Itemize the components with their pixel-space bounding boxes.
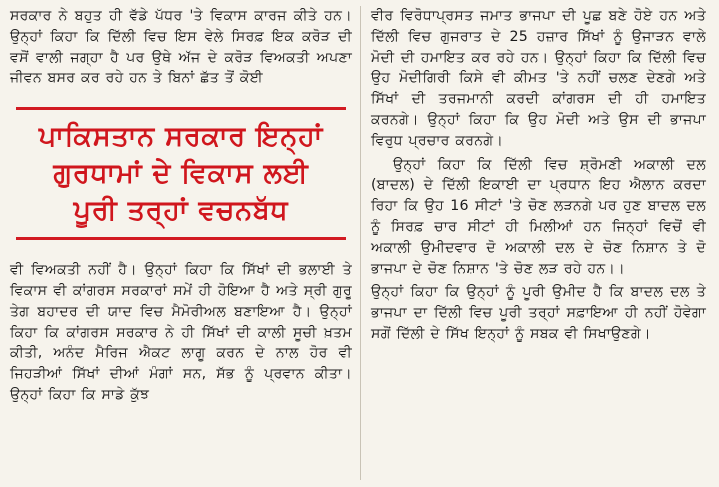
article-paragraph-3: ਉਨ੍ਹਾਂ ਕਿਹਾ ਕਿ ਉਨ੍ਹਾਂ ਨੂੰ ਪੂਰੀ ਉਮੀਦ ਹੈ ਕਿ ਬਾਦਲ ਦਲ ਤੇ ਭਾਜਪਾ ਦਾ ਦਿੱਲੀ ਵਿਚ ਪੂਰੀ ਤਰ੍ਹਾਂ ਸਫ਼ਾਇਆ ਹੀ ਨਹੀਂ ਹੋਵੇਗਾ ਸਗੋਂ ਦਿੱਲੀ ਦੇ ਸਿੱਖ ਇਨ੍ਹਾਂ ਨੂੰ ਸਬਕ ਵੀ ਸਿਖਾਉਣਗੇ। — [371, 284, 706, 342]
article-paragraph-2: ਉਨ੍ਹਾਂ ਕਿਹਾ ਕਿ ਦਿੱਲੀ ਵਿਚ ਸ਼੍ਰੋਮਣੀ ਅਕਾਲੀ ਦਲ (ਬਾਦਲ) ਦੇ ਦਿੱਲੀ ਇਕਾਈ ਦਾ ਪ੍ਰਧਾਨ ਇਹ ਐਲਾਨ ਕਰਦਾ ਰਿਹਾ ਕਿ ਉਹ 16 ਸੀਟਾਂ 'ਤੇ ਚੋਣ ਲੜਨਗੇ ਪਰ ਹੁਣ ਬਾਦਲ ਦਲ ਨੂੰ ਸਿਰਫ਼ ਚਾਰ ਸੀਟਾਂ ਹੀ ਮਿਲੀਆਂ ਹਨ ਜਿਨ੍ਹਾਂ ਵਿਚੋਂ ਵੀ ਅਕਾਲੀ ਉਮੀਦਵਾਰ ਦੋ ਅਕਾਲੀ ਦਲ ਦੇ ਚੋਣ ਨਿਸ਼ਾਨ ਤੇ ਦੋ ਭਾਜਪਾ ਦੇ ਚੋਣ ਨਿਸ਼ਾਨ 'ਤੇ ਚੋਣ ਲੜ ਰਹੇ ਹਨ।। — [371, 156, 706, 277]
headline-rule-bottom — [16, 237, 346, 240]
left-column — [10, 6, 352, 406]
article-paragraph-1: ਵੀਰ ਵਿਰੋਧਾਪ੍ਰਸਤ ਜਮਾਤ ਭਾਜਪਾ ਦੀ ਪੂਛ ਬਣੇ ਹੋਏ ਹਨ ਅਤੇ ਦਿੱਲੀ ਵਿਚ ਗੁਜਰਾਤ ਦੇ 25 ਹਜ਼ਾਰ ਸਿੱਖਾਂ ਨੂੰ ਉਜਾੜਨ ਵਾਲੇ ਮੋਦੀ ਦੀ ਹਮਾਇਤ ਕਰ ਰਹੇ ਹਨ। ਉਨ੍ਹਾਂ ਕਿਹਾ ਕਿ ਦਿੱਲੀ ਵਿਚ ਉਹ ਮੋਦੀਗਿਰੀ ਕਿਸੇ ਵੀ ਕੀਮਤ 'ਤੇ ਨਹੀਂ ਚਲਣ ਦੇਣਗੇ ਅਤੇ ਸਿੱਖਾਂ ਦੀ ਤਰਜਮਾਨੀ ਕਰਦੀ ਕਾਂਗਰਸ ਦੀ ਹੀ ਹਮਾਇਤ ਕਰਨਗੇ। ਉਨ੍ਹਾਂ ਕਿਹਾ ਕਿ ਉਹ ਮੋਦੀ ਅਤੇ ਉਸ ਦੀ ਭਾਜਪਾ ਵਿਰੁਧ ਪ੍ਰਚਾਰ ਕਰਨਗੇ। — [371, 8, 706, 149]
pull-quote-headline — [16, 110, 346, 237]
headline-line-1: ਪਾਕਿਸਤਾਨ ਸਰਕਾਰ ਇਨ੍ਹਾਂ — [38, 121, 324, 153]
headline-line-2: ਗੁਰਧਾਮਾਂ ਦੇ ਵਿਕਾਸ ਲਈ — [53, 158, 309, 190]
right-column — [371, 6, 706, 345]
article-paragraph-top: ਸਰਕਾਰ ਨੇ ਬਹੁਤ ਹੀ ਵੱਡੇ ਪੱਧਰ 'ਤੇ ਵਿਕਾਸ ਕਾਰਜ ਕੀਤੇ ਹਨ। ਉਨ੍ਹਾਂ ਕਿਹਾ ਕਿ ਦਿੱਲੀ ਵਿਚ ਇਸ ਵੇਲੇ ਸਿਰਫ਼ ਇਕ ਕਰੋੜ ਦੀ ਵਸੋਂ ਵਾਲੀ ਜਗ੍ਹਾ ਹੈ ਪਰ ਉਥੇ ਅੱਜ ਦੇ ਕਰੋੜ ਵਿਅਕਤੀ ਅਪਣਾ ਜੀਵਨ ਬਸਰ ਕਰ ਰਹੇ ਹਨ ਤੇ ਬਿਨਾਂ ਛੱਤ ਤੋਂ ਕੋਈ — [10, 8, 352, 87]
pull-quote-box — [10, 97, 352, 252]
column-divider — [360, 6, 361, 480]
article-paragraph-bottom: ਵੀ ਵਿਅਕਤੀ ਨਹੀਂ ਹੈ। ਉਨ੍ਹਾਂ ਕਿਹਾ ਕਿ ਸਿੱਖਾਂ ਦੀ ਭਲਾਈ ਤੇ ਵਿਕਾਸ ਵੀ ਕਾਂਗਰਸ ਸਰਕਾਰਾਂ ਸਮੇਂ ਹੀ ਹੋਇਆ ਹੈ ਅਤੇ ਸ੍ਰੀ ਗੁਰੂ ਤੇਗ ਬਹਾਦਰ ਦੀ ਯਾਦ ਵਿਚ ਮੈਮੋਰੀਅਲ ਬਣਾਇਆ ਹੈ। ਉਨ੍ਹਾਂ ਕਿਹਾ ਕਿ ਕਾਂਗਰਸ ਸਰਕਾਰ ਨੇ ਹੀ ਸਿੱਖਾਂ ਦੀ ਕਾਲੀ ਸੂਚੀ ਖ਼ਤਮ ਕੀਤੀ, ਅਨੰਦ ਮੈਰਿਜ ਐਕਟ ਲਾਗੂ ਕਰਨ ਦੇ ਨਾਲ ਹੋਰ ਵੀ ਜਿਹੜੀਆਂ ਸਿੱਖਾਂ ਦੀਆਂ ਮੰਗਾਂ ਸਨ, ਸੱਭ ਨੂੰ ਪ੍ਰਵਾਨ ਕੀਤਾ। ਉਨ੍ਹਾਂ ਕਿਹਾ ਕਿ ਸਾਡੇ ਕੁੱਝ — [10, 262, 352, 403]
headline-line-3: ਪੂਰੀ ਤਰ੍ਹਾਂ ਵਚਨਬੱਧ — [73, 195, 289, 227]
